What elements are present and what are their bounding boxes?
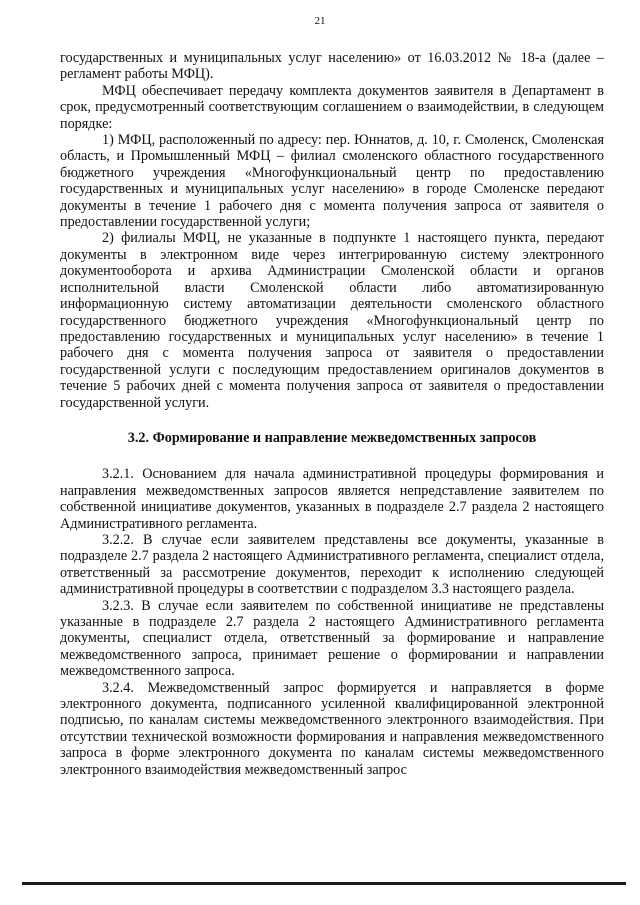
paragraph-item-2: 2) филиалы МФЦ, не указанные в подпункте 1 настоящего пункта, передают документы в электронном виде через интегрированную систему электронного документооборота и архива Администрации Смоленской области и органов исполнительной власти Смоленской области либо автоматизированную информационную систему автоматизации деятельности смоленского областного государственного бюджетного учреждения «Многофункциональный центр по предоставлению государственных и муниципальных услуг населению» в течение 1 рабочего дня с момента получения запроса от заявителя о предоставлении государственной услуги с последующим предоставлением оригиналов документов в течение 5 рабочих дней с момента получения запроса от заявителя о предоставлении государственной услуги. bbox=[60, 230, 604, 411]
paragraph-3-2-3: 3.2.3. В случае если заявителем по собственной инициативе не представлены указанные в подразделе 2.7 раздела 2 настоящего Административного регламента документы, специалист отдела, ответственный за формирование и направление межведомственного запроса, принимает решение о формировании и направлении межведомственного запроса. bbox=[60, 597, 604, 680]
paragraph-3-2-2: 3.2.2. В случае если заявителем представлены все документы, указанные в подразделе 2.7 раздела 2 настоящего Административного регламента, специалист отдела, ответственный за рассмотрение документов, переходит к исполнению следующей административной процедуры в соответствии с подразделом 3.3 настоящего раздела. bbox=[60, 531, 604, 598]
section-heading: 3.2. Формирование и направление межведомственных запросов bbox=[127, 429, 537, 446]
bottom-rule-divider bbox=[22, 882, 626, 885]
paragraph-mfc-transfer: МФЦ обеспечивает передачу комплекта документов заявителя в Департамент в срок, предусмотренный соответствующим соглашением о взаимодействии, в следующем порядке: bbox=[60, 82, 604, 132]
document-body bbox=[60, 50, 604, 778]
paragraph-3-2-4: 3.2.4. Межведомственный запрос формируется и направляется в форме электронного документа, подписанного усиленной квалифицированной электронной подписью, по каналам системы межведомственного электронного взаимодействия. При отсутствии технической возможности формирования и направления межведомственного запроса в форме электронного документа по каналам системы межведомственного электронного взаимодействия межведомственный запрос bbox=[60, 679, 604, 778]
page-number: 21 bbox=[314, 15, 326, 27]
paragraph-item-1: 1) МФЦ, расположенный по адресу: пер. Юннатов, д. 10, г. Смоленск, Смоленская область, и Промышленный МФЦ – филиал смоленского областного государственного бюджетного учреждения «Многофункциональный центр по предоставлению государственных и муниципальных услуг населению» в городе Смоленске передают документы в течение 1 рабочего дня с момента получения запроса от заявителя о предоставлении государственной услуги; bbox=[60, 132, 604, 231]
paragraph-continuation: государственных и муниципальных услуг населению» от 16.03.2012 № 18-а (далее – регламент работы МФЦ). bbox=[60, 50, 604, 83]
paragraph-3-2-1: 3.2.1. Основанием для начала административной процедуры формирования и направления межведомственных запросов является непредставление заявителем по собственной инициативе документов, указанных в подразделе 2.7 раздела 2 настоящего Административного регламента. bbox=[60, 466, 604, 532]
